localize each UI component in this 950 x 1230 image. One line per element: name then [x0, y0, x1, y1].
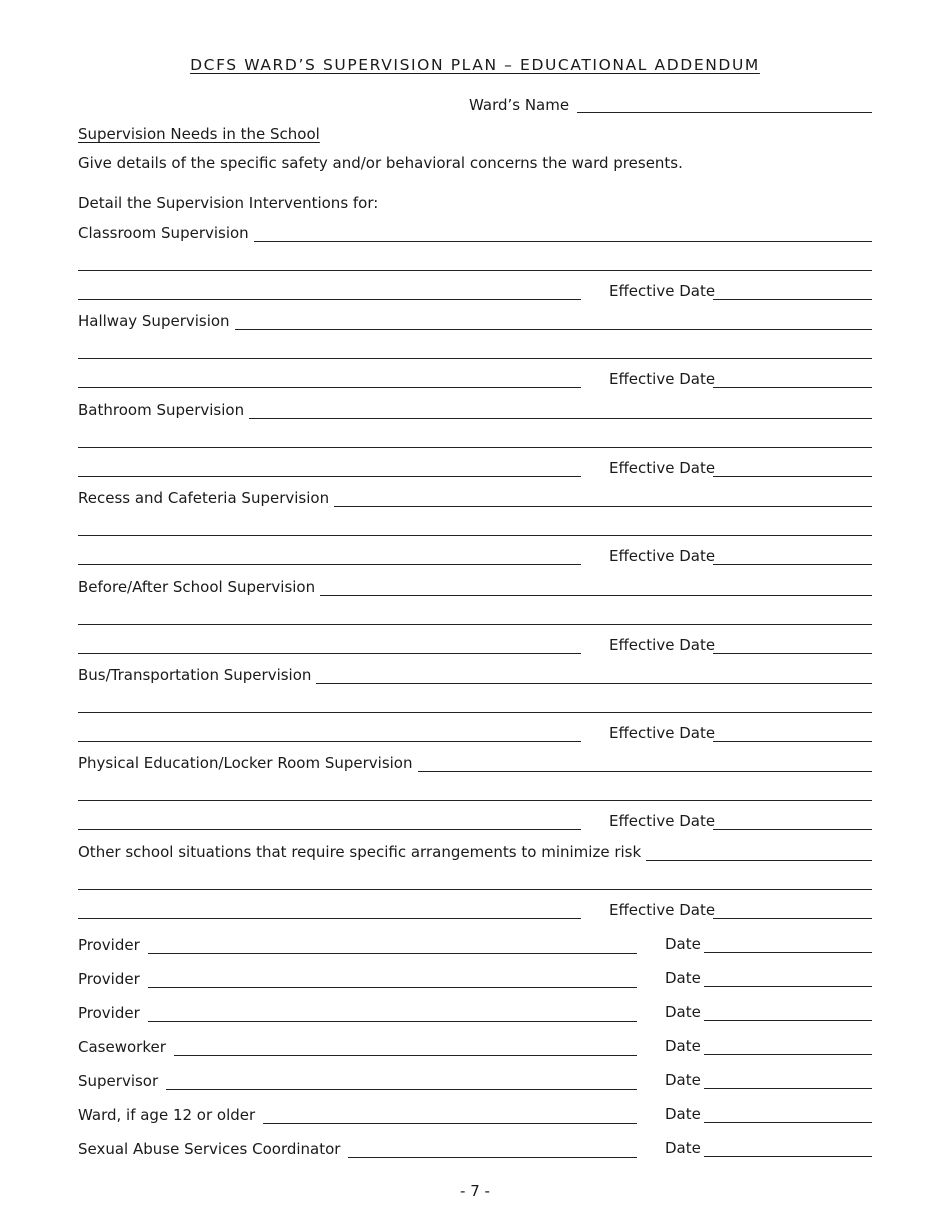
- supervision-continuation-line[interactable]: [78, 829, 581, 830]
- wards-name-label: Ward’s Name: [469, 96, 570, 114]
- supervision-continuation-line[interactable]: [78, 270, 872, 271]
- date-field[interactable]: [704, 1088, 872, 1089]
- effective-date-field[interactable]: [713, 918, 872, 919]
- supervision-item: [78, 841, 872, 861]
- date-field[interactable]: [704, 1020, 872, 1021]
- date-label: Date: [665, 1071, 701, 1089]
- supervision-item-label: Bus/Transportation Supervision: [78, 666, 312, 684]
- date-label: Date: [665, 969, 701, 987]
- section-heading: Supervision Needs in the School: [78, 125, 320, 143]
- signature-row: [78, 1070, 637, 1090]
- signature-field[interactable]: [263, 1107, 637, 1124]
- date-field[interactable]: [704, 1054, 872, 1055]
- date-field[interactable]: [704, 1156, 872, 1157]
- supervision-continuation-line[interactable]: [78, 918, 581, 919]
- effective-date-field[interactable]: [713, 476, 872, 477]
- effective-date-field[interactable]: [713, 829, 872, 830]
- wards-name-field[interactable]: [577, 112, 872, 113]
- supervision-continuation-line[interactable]: [78, 624, 872, 625]
- supervision-continuation-line[interactable]: [78, 358, 872, 359]
- effective-date-label: Effective Date: [609, 812, 716, 830]
- supervision-item-field[interactable]: [320, 579, 872, 596]
- detail-heading: Detail the Supervision Interventions for:: [78, 194, 379, 212]
- effective-date-label: Effective Date: [609, 282, 716, 300]
- supervision-item-field[interactable]: [249, 402, 872, 419]
- supervision-continuation-line[interactable]: [78, 741, 581, 742]
- signature-field[interactable]: [166, 1073, 637, 1090]
- date-label: Date: [665, 935, 701, 953]
- date-label: Date: [665, 1037, 701, 1055]
- signature-label: Sexual Abuse Services Coordinator: [78, 1140, 341, 1158]
- effective-date-label: Effective Date: [609, 547, 716, 565]
- signature-label: Supervisor: [78, 1072, 159, 1090]
- effective-date-label: Effective Date: [609, 370, 716, 388]
- supervision-item-label: Classroom Supervision: [78, 224, 249, 242]
- supervision-item-field[interactable]: [254, 225, 872, 242]
- supervision-item: [78, 752, 872, 772]
- effective-date-field[interactable]: [713, 653, 872, 654]
- supervision-continuation-line[interactable]: [78, 387, 581, 388]
- supervision-item-label: Before/After School Supervision: [78, 578, 316, 596]
- supervision-item: [78, 399, 872, 419]
- supervision-item: [78, 576, 872, 596]
- supervision-item-label: Other school situations that require specific arrangements to minimize risk: [78, 843, 642, 861]
- supervision-item: [78, 664, 872, 684]
- supervision-item-field[interactable]: [235, 313, 872, 330]
- date-label: Date: [665, 1139, 701, 1157]
- document-title: DCFS WARD’S SUPERVISION PLAN – EDUCATIONAL ADDENDUM: [190, 56, 760, 74]
- signature-field[interactable]: [148, 971, 637, 988]
- supervision-item-field[interactable]: [334, 490, 872, 507]
- supervision-item-field[interactable]: [418, 755, 873, 772]
- effective-date-field[interactable]: [713, 741, 872, 742]
- signature-field[interactable]: [148, 937, 637, 954]
- supervision-item-field[interactable]: [316, 667, 872, 684]
- supervision-item: [78, 310, 872, 330]
- supervision-continuation-line[interactable]: [78, 800, 872, 801]
- supervision-continuation-line[interactable]: [78, 653, 581, 654]
- signature-row: [78, 968, 637, 988]
- effective-date-field[interactable]: [713, 564, 872, 565]
- effective-date-label: Effective Date: [609, 724, 716, 742]
- signature-row: [78, 1036, 637, 1056]
- supervision-item-label: Recess and Cafeteria Supervision: [78, 489, 330, 507]
- supervision-continuation-line[interactable]: [78, 564, 581, 565]
- supervision-item-label: Hallway Supervision: [78, 312, 230, 330]
- signature-row: [78, 934, 637, 954]
- signature-label: Ward, if age 12 or older: [78, 1106, 256, 1124]
- signature-field[interactable]: [148, 1005, 637, 1022]
- supervision-item-field[interactable]: [646, 844, 872, 861]
- signature-label: Provider: [78, 1004, 140, 1022]
- supervision-item-label: Bathroom Supervision: [78, 401, 245, 419]
- effective-date-field[interactable]: [713, 299, 872, 300]
- effective-date-label: Effective Date: [609, 901, 716, 919]
- instruction-text: Give details of the specific safety and/or behavioral concerns the ward presents.: [78, 154, 683, 172]
- signature-row: [78, 1002, 637, 1022]
- effective-date-label: Effective Date: [609, 459, 716, 477]
- signature-row: [78, 1104, 637, 1124]
- supervision-continuation-line[interactable]: [78, 712, 872, 713]
- date-label: Date: [665, 1003, 701, 1021]
- supervision-continuation-line[interactable]: [78, 447, 872, 448]
- supervision-continuation-line[interactable]: [78, 889, 872, 890]
- signature-field[interactable]: [348, 1141, 637, 1158]
- date-field[interactable]: [704, 986, 872, 987]
- supervision-item-label: Physical Education/Locker Room Supervision: [78, 754, 413, 772]
- signature-label: Provider: [78, 970, 140, 988]
- supervision-continuation-line[interactable]: [78, 476, 581, 477]
- supervision-continuation-line[interactable]: [78, 535, 872, 536]
- signature-field[interactable]: [174, 1039, 637, 1056]
- supervision-item: [78, 222, 872, 242]
- date-field[interactable]: [704, 952, 872, 953]
- supervision-item: [78, 487, 872, 507]
- effective-date-field[interactable]: [713, 387, 872, 388]
- date-field[interactable]: [704, 1122, 872, 1123]
- signature-label: Caseworker: [78, 1038, 166, 1056]
- signature-label: Provider: [78, 936, 140, 954]
- supervision-continuation-line[interactable]: [78, 299, 581, 300]
- effective-date-label: Effective Date: [609, 636, 716, 654]
- signature-row: [78, 1138, 637, 1158]
- date-label: Date: [665, 1105, 701, 1123]
- page-number: - 7 -: [460, 1182, 490, 1200]
